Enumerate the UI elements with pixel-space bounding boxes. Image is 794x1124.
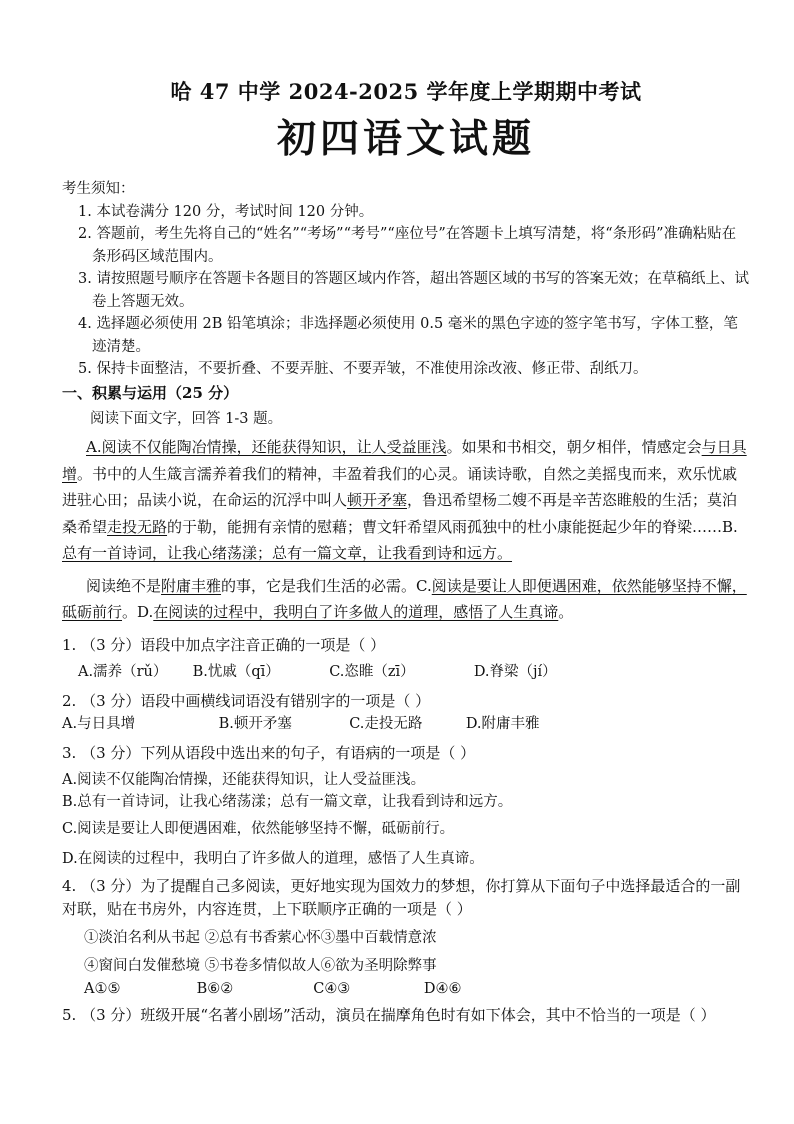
notice-item-3: 3. 请按照题号顺序在答题卡各题目的答题区域内作答，超出答题区域的书写的答案无效；在草稿纸上、试卷上答题无效。 <box>78 271 749 310</box>
question-2-options <box>62 713 750 735</box>
notice-item-1: 1. 本试卷满分 120 分，考试时间 120 分钟。 <box>78 203 374 220</box>
question-5-stem: 5. （3 分）班级开展“名著小剧场”活动，演员在揣摩角色时有如下体会，其中不恰当的一项是（ ） <box>62 1005 716 1024</box>
word-underlined-4: 附庸丰雅 <box>161 576 222 595</box>
q2-option-c: C.走投无路 <box>349 715 423 732</box>
q1-option-b: B.忧戚（qī） <box>192 663 280 680</box>
word-underlined-1: 与日具增 <box>62 438 747 483</box>
sentence-b-underlined: 总有一首诗词，让我心绪荡漾；总有一篇文章，让我看到诗和远方。 <box>62 544 513 562</box>
notice-heading: 考生须知： <box>62 181 135 197</box>
reading-intro: 阅读下面文字，回答 1-3 题。 <box>90 410 283 427</box>
section-heading: 一、积累与运用（25 分） <box>62 383 239 402</box>
q4-option-c: C④③ <box>313 980 351 997</box>
question-3-stem: 3. （3 分）下列从语段中选出来的句子，有语病的一项是（ ） <box>62 743 476 762</box>
passage-paragraph-2: 阅读绝不是附庸丰雅的事，它是我们生活的必需。C.阅读是要让人即便遇困难，依然能够坚持不懈，砥砺前行。D.在阅读的过程中，我明白了许多做人的道理，感悟了人生真谛。 <box>62 576 747 621</box>
question-1-options <box>62 661 750 683</box>
word-underlined-3: 走投无路 <box>107 517 168 536</box>
q1-option-d: D.脊梁（jí） <box>473 663 557 680</box>
q4-couplet-line-1: ①淡泊名利从书起 ②总有书香萦心怀③墨中百载情意浓 <box>84 929 437 946</box>
q1-option-a: A.濡养（rǔ） <box>78 663 168 680</box>
q3-option-b: B.总有一首诗词，让我心绪荡漾；总有一篇文章，让我看到诗和远方。 <box>62 794 513 810</box>
q4-option-d: D④⑥ <box>423 980 462 997</box>
sentence-d-underlined: 在阅读的过程中，我明白了许多做人的道理，感悟了人生真谛 <box>153 603 559 621</box>
q3-option-c: C.阅读是要让人即便遇困难，依然能够坚持不懈，砥砺前行。 <box>62 820 455 837</box>
notice-item-2: 2. 答题前，考生先将自己的“姓名”“考场”“考号”“座位号”在答题卡上填写清楚，将“条形码”准确粘贴在条形码区域范围内。 <box>78 226 737 265</box>
q3-option-d: D.在阅读的过程中，我明白了许多做人的道理，感悟了人生真谛。 <box>62 851 484 867</box>
exam-subtitle: 哈 47 中学 2024-2025 学年度上学期期中考试 <box>170 79 642 104</box>
word-underlined-2: 顿开矛塞 <box>347 491 408 509</box>
notice-item-4: 4. 选择题必须使用 2B 铅笔填涂；非选择题必须使用 0.5 毫米的黑色字迹的签字笔书写，字体工整，笔迹清楚。 <box>78 316 738 355</box>
q1-option-c: C.恣睢（zī） <box>329 663 415 680</box>
question-4-options <box>62 978 750 1000</box>
q2-option-d: D.附庸丰雅 <box>465 715 540 732</box>
question-2-stem: 2. （3 分）语段中画横线词语没有错别字的一项是（ ） <box>62 691 431 710</box>
sentence-c-underlined: 阅读是要让人即便遇困难，依然能够坚持不懈，砥砺前行 <box>62 576 747 621</box>
sentence-a-underlined: A.阅读不仅能陶冶情操，还能获得知识，让人受益匪浅 <box>86 438 447 456</box>
q2-option-b: B.顿开矛塞 <box>218 715 292 732</box>
passage-paragraph-1: A.阅读不仅能陶冶情操，还能获得知识，让人受益匪浅。如果和书相交，朝夕相伴，情感定会与日具增。书中的人生箴言濡养着我们的精神，丰盈着我们的心灵。诵读诗歌，自然之美摇曳而来，欢乐忧戚进驻心田；品读小说，在命运的沉浮中叫人顿开矛塞，鲁迅希望杨二嫂不再是辛苦恣睢般的生活；莫泊桑希望走投无路的于勒，能拥有亲情的慰藉；曹文轩希望风雨孤独中的杜小康能挺起少年的脊梁……B.总有一首诗词，让我心绪荡漾；总有一篇文章，让我看到诗和远方。 <box>62 438 747 562</box>
exam-title: 初四语文试题 <box>276 116 535 162</box>
q2-option-a: A.与日具增 <box>62 715 136 732</box>
q4-option-a: A①⑤ <box>84 980 121 997</box>
q4-option-b: B⑥② <box>196 980 234 997</box>
q3-option-a: A.阅读不仅能陶冶情操，还能获得知识，让人受益匪浅。 <box>62 771 426 788</box>
question-1-stem: 1. （3 分）语段中加点字注音正确的一项是（ ） <box>62 635 386 654</box>
question-4-stem: 4. （3 分）为了提醒自己多阅读，更好地实现为国效力的梦想，你打算从下面句子中选择最适合的一副对联，贴在书房外，内容连贯，上下联顺序正确的一项是（ ） <box>62 876 741 918</box>
notice-item-5: 5. 保持卡面整洁，不要折叠、不要弄脏、不要弄皱，不准使用涂改液、修正带、刮纸刀。 <box>78 361 648 377</box>
q4-couplet-line-2: ④窗间白发催愁境 ⑤书卷多情似故人⑥欲为圣明除弊事 <box>84 958 437 974</box>
